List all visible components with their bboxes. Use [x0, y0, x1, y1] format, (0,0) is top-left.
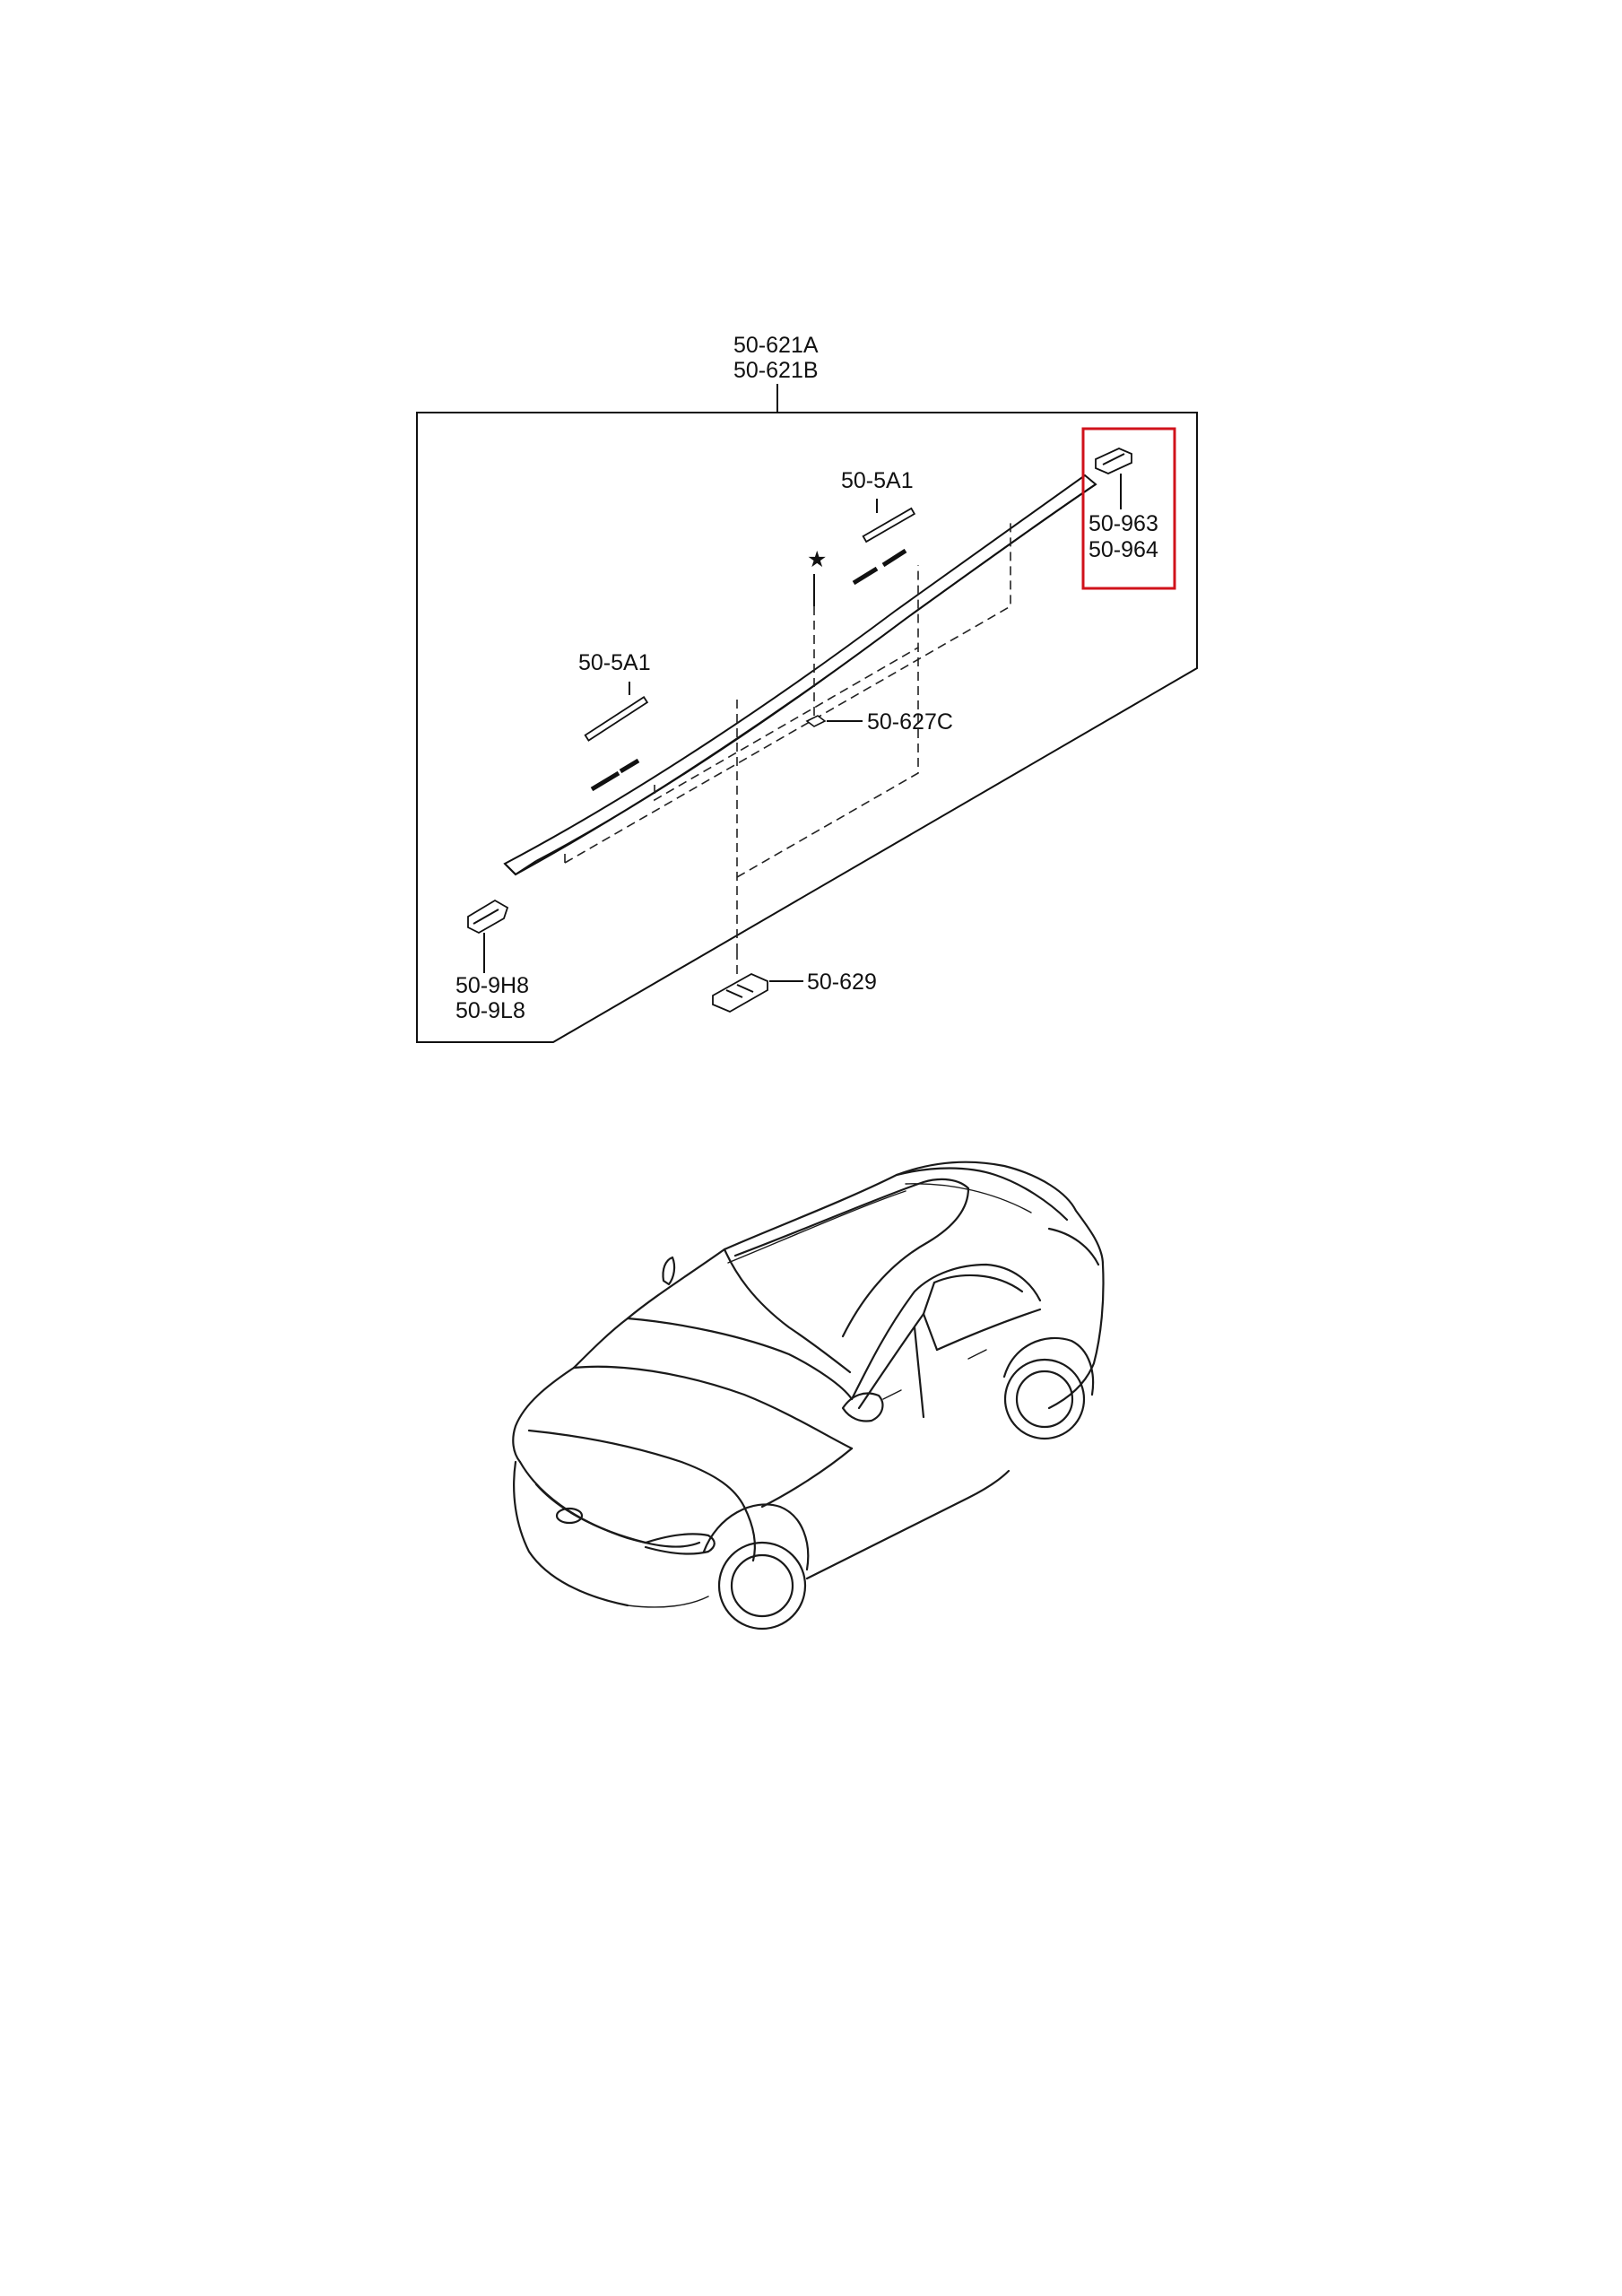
label-50-9h8: 50-9H8	[455, 973, 529, 998]
label-50-964: 50-964	[1089, 537, 1158, 562]
label-50-9l8: 50-9L8	[455, 998, 525, 1023]
parts-panel	[417, 333, 1197, 1042]
panel-frame	[417, 413, 1197, 1042]
label-50-621a: 50-621A	[733, 333, 819, 358]
end-cap-front-icon	[468, 900, 507, 973]
label-50-621b: 50-621B	[733, 358, 819, 383]
clip-629-icon	[713, 974, 803, 1012]
clip-627c-icon	[807, 716, 863, 726]
label-50-963: 50-963	[1089, 511, 1158, 536]
tape-piece-lower	[585, 682, 647, 741]
end-cap-rear-icon	[1096, 448, 1132, 509]
label-50-629: 50-629	[807, 970, 877, 995]
tape-piece-upper	[863, 499, 915, 542]
star-marker-icon: ★	[807, 547, 828, 572]
label-50-5a1-upper: 50-5A1	[841, 468, 914, 493]
label-50-627c: 50-627C	[867, 709, 953, 735]
car-illustration-icon	[513, 1162, 1103, 1629]
label-50-5a1-lower: 50-5A1	[578, 650, 651, 675]
